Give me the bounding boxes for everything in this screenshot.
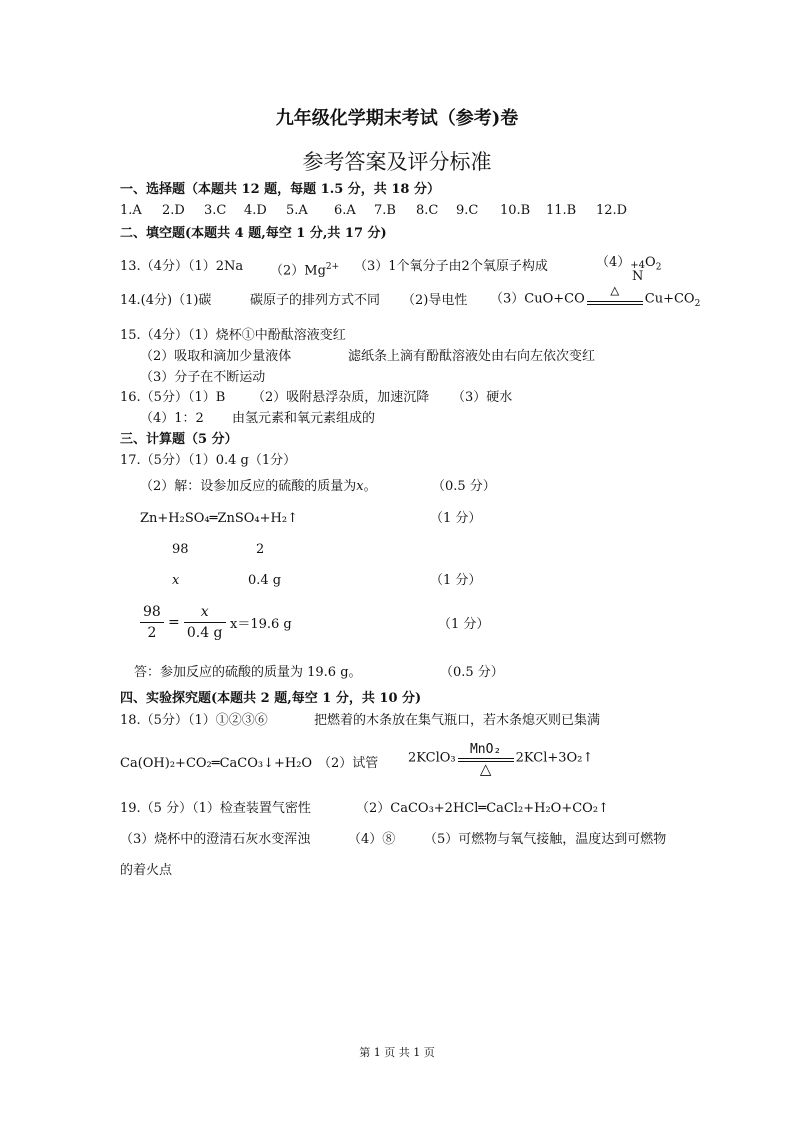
q18-part5: 2KClO₃ MnO₂ △ 2KCl+3O₂↑ (408, 742, 594, 778)
q14-part3: （2)导电性 (402, 293, 468, 308)
fraction-right: $\frac{x}{0.4 g}$ (184, 602, 226, 643)
q18-part3: Ca(OH)₂+CO₂═CaCO₃↓+H₂O (120, 756, 313, 771)
q19-part1: 19.（5 分）（1）检查装置气密性 (120, 801, 311, 816)
q17-result-score: （1 分） (438, 617, 490, 632)
q17-equation: Zn+H₂SO₄═ZnSO₄+H₂↑ (140, 511, 298, 526)
q17-ratio-2-score: （1 分） (430, 573, 482, 588)
q13-part1: 13.（4分）（1）2Na (120, 259, 244, 274)
q17-answer-score: （0.5 分） (440, 665, 504, 680)
q16-part2: （2）吸附悬浮杂质，加速沉降 (252, 390, 430, 405)
q17-ratio-2b: 0.4 g (248, 573, 282, 588)
q14-part1: 14.(4分)（1)碳 (120, 293, 212, 308)
choice-answer: 5.A (286, 203, 308, 218)
q13-part3: （3）1个氧分子由2个氧原子构成 (354, 259, 548, 274)
page-subtitle: 参考答案及评分标准 (302, 150, 492, 174)
fraction-left: $\frac{98}{2}$ (140, 602, 164, 643)
oxidation-state: +4 N (630, 259, 646, 284)
choice-answer: 7.B (374, 203, 396, 218)
catalyst-condition: MnO₂ △ (456, 741, 516, 775)
q13-part2: $(2)Mg^{2+}$ (270, 262, 340, 279)
section-4-heading: 四、实验探究题(本题共 2 题,每空 1 分，共 10 分) (120, 691, 422, 706)
q17-ratio-1b: 2 (256, 542, 265, 557)
q15-line3: （3）分子在不断运动 (140, 370, 266, 385)
q17-ratio-2a: x (172, 573, 180, 588)
choice-answer: 3.C (204, 203, 227, 218)
q19-part3: （3）烧杯中的澄清石灰水变浑浊 (120, 832, 311, 847)
q17-answer: 答：参加反应的硫酸的质量为 19.6 g。 (134, 665, 362, 680)
q15-line1: 15.（4分）（1）烧杯①中酚酞溶液变红 (120, 328, 346, 343)
q13-part4: （4） +4 $NO_2$ (596, 255, 662, 284)
q17-line2-score: （0.5 分） (432, 479, 496, 494)
q15-line2a: （2）吸取和滴加少量液体 (140, 349, 292, 364)
choice-answer: 9.C (456, 203, 479, 218)
heat-condition: △ (585, 282, 645, 316)
choice-answer: 2.D (162, 203, 185, 218)
q17-line1: 17.（5分）（1）0.4 g（1分） (120, 453, 297, 468)
q19-part4: （4）⑧ (348, 832, 396, 847)
choice-answer: 11.B (546, 203, 577, 218)
section-3-heading: 三、计算题（5 分） (120, 432, 238, 447)
q17-ratio-1a: 98 (172, 542, 189, 557)
section-2-heading: 二、填空题(本题共 4 题,每空 1 分,共 17 分) (120, 226, 387, 241)
q18-part2: 把燃着的木条放在集气瓶口，若木条熄灭则已集满 (314, 713, 601, 728)
choice-answer: 1.A (120, 203, 142, 218)
q17-line2: （2）解：设参加反应的硫酸的质量为x。 (140, 479, 377, 494)
q17-equation-score: （1 分） (430, 511, 482, 526)
q16-part3: （3）硬水 (452, 390, 513, 405)
q18-part1: 18.（5分）（1）①②③⑥ (120, 713, 268, 728)
choice-answer: 10.B (500, 203, 531, 218)
q16-part1: 16.（5分）（1）B (120, 390, 226, 405)
page-title: 九年级化学期末考试（参考)卷 (275, 108, 519, 129)
choice-answer: 4.D (244, 203, 267, 218)
choice-answer: 8.C (416, 203, 439, 218)
q14-part4: （3）CuO+CO △ $Cu+CO_2$ (490, 282, 700, 316)
q17-proportion: $\frac{98}{2}$ = $\frac{x}{0.4 g}$ (140, 602, 226, 643)
q19-part2: （2）CaCO₃+2HCl═CaCl₂+H₂O+CO₂↑ (356, 801, 609, 816)
choice-answer: 6.A (334, 203, 356, 218)
q19-part5: （5）可燃物与氧气接触，温度达到可燃物 (424, 832, 667, 847)
q18-part4: （2）试管 (318, 756, 379, 771)
q17-result: x＝19.6 g (230, 617, 292, 632)
q16-part4: （4）1：2 (140, 411, 204, 426)
q16-part5: 由氢元素和氧元素组成的 (232, 411, 376, 426)
page-footer: 第 1 页 共 1 页 (359, 1046, 435, 1059)
q14-part2: 碳原子的排列方式不同 (250, 293, 381, 308)
q19-part6: 的着火点 (120, 863, 173, 878)
section-1-heading: 一、选择题（本题共 12 题，每题 1.5 分，共 18 分） (120, 182, 440, 197)
choice-answer: 12.D (596, 203, 628, 218)
q15-line2b: 滤纸条上滴有酚酞溶液处由右向左依次变红 (348, 349, 596, 364)
